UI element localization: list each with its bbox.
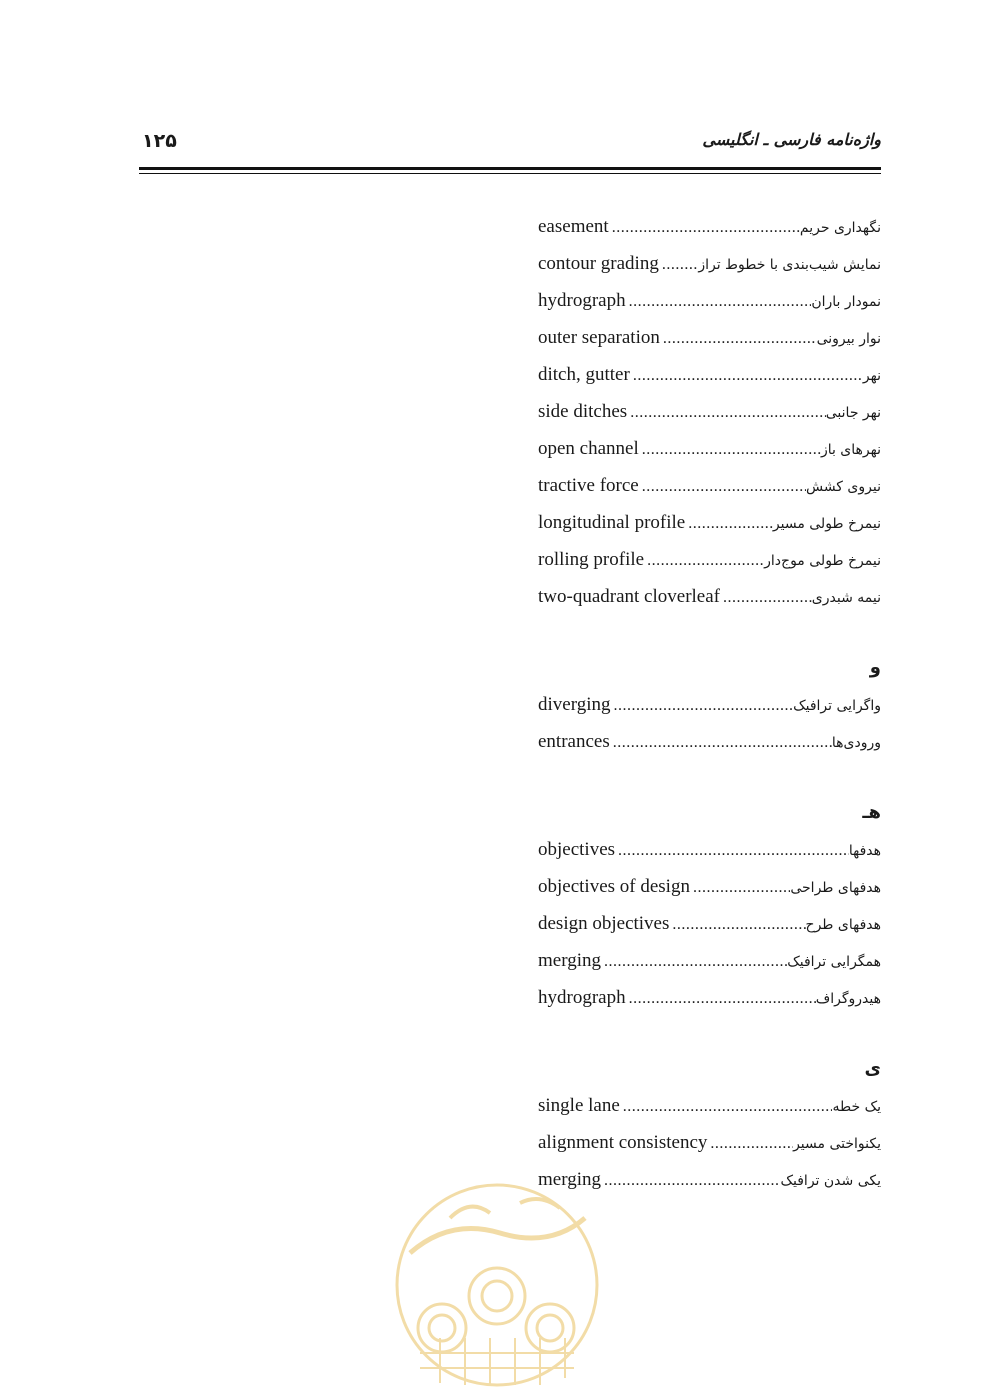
persian-term: ورودی‌ها bbox=[831, 735, 881, 751]
persian-term: یک خطه bbox=[832, 1099, 881, 1115]
dot-leader bbox=[639, 431, 821, 468]
dot-leader bbox=[626, 980, 816, 1017]
glossary-entry bbox=[538, 1124, 881, 1161]
glossary-entry bbox=[538, 504, 881, 541]
persian-term: نوار بیرونی bbox=[816, 331, 881, 347]
persian-term: یکنواختی مسیر bbox=[793, 1136, 881, 1152]
glossary-entry bbox=[538, 1087, 881, 1124]
glossary-section bbox=[538, 1050, 881, 1198]
english-term: outer separation bbox=[538, 327, 660, 348]
glossary-entry bbox=[538, 245, 881, 282]
glossary-entry bbox=[538, 578, 881, 615]
english-term: longitudinal profile bbox=[538, 512, 686, 533]
glossary-entry bbox=[538, 942, 881, 979]
dot-leader bbox=[615, 832, 849, 869]
glossary-entry bbox=[538, 393, 881, 430]
english-term: easement bbox=[538, 216, 609, 237]
glossary-entry bbox=[538, 208, 881, 245]
english-term: side ditches bbox=[538, 401, 628, 422]
persian-term: هدفهای طراحی bbox=[790, 880, 881, 896]
persian-term: همگرایی ترافیک bbox=[787, 954, 881, 970]
dot-leader bbox=[610, 724, 832, 761]
english-term: open channel bbox=[538, 438, 639, 459]
dot-leader bbox=[601, 943, 787, 980]
persian-term: هیدروگراف bbox=[815, 991, 881, 1007]
glossary-entry bbox=[538, 905, 881, 942]
dot-leader bbox=[630, 357, 863, 394]
persian-term: هدفها bbox=[848, 843, 881, 859]
dot-leader bbox=[690, 869, 790, 906]
english-term: objectives of design bbox=[538, 876, 690, 897]
english-term: entrances bbox=[538, 731, 610, 752]
page-header bbox=[139, 128, 881, 160]
persian-term: نمودار باران bbox=[811, 294, 881, 310]
persian-term: نهر جانبی bbox=[825, 405, 881, 421]
dot-leader bbox=[601, 1162, 781, 1199]
header-rule-thin bbox=[139, 173, 881, 174]
publisher-seal-icon bbox=[390, 1178, 604, 1392]
section-letter: ی bbox=[864, 1058, 881, 1079]
glossary-entry bbox=[538, 686, 881, 723]
english-term: tractive force bbox=[538, 475, 639, 496]
glossary-entry bbox=[538, 723, 881, 760]
glossary-entry bbox=[538, 282, 881, 319]
glossary-entry bbox=[538, 467, 881, 504]
header-rule-thick bbox=[139, 167, 881, 170]
english-term: hydrograph bbox=[538, 290, 626, 311]
persian-term: نهر bbox=[862, 368, 881, 384]
english-term: rolling profile bbox=[538, 549, 645, 570]
dot-leader bbox=[644, 542, 764, 579]
glossary bbox=[538, 208, 881, 1232]
glossary-entry bbox=[538, 430, 881, 467]
persian-term: نهرهای باز bbox=[820, 442, 881, 458]
glossary-entry bbox=[538, 831, 881, 868]
english-term: merging bbox=[538, 950, 601, 971]
persian-term: نیمه شبدری bbox=[811, 590, 881, 606]
glossary-section bbox=[538, 649, 881, 760]
section-letter: و bbox=[869, 657, 881, 678]
glossary-entry bbox=[538, 541, 881, 578]
glossary-section bbox=[538, 794, 881, 1016]
dot-leader bbox=[620, 1088, 833, 1125]
english-term: design objectives bbox=[538, 913, 670, 934]
dot-leader bbox=[609, 209, 800, 246]
page-number: ۱۲۵ bbox=[142, 130, 177, 152]
persian-term: یکی شدن ترافیک bbox=[780, 1173, 881, 1189]
persian-term: واگرایی ترافیک bbox=[793, 698, 881, 714]
english-term: alignment consistency bbox=[538, 1132, 708, 1153]
dot-leader bbox=[685, 505, 773, 542]
persian-term: نیروی کشش bbox=[805, 479, 881, 495]
persian-term: هدفهای طرح bbox=[805, 917, 881, 933]
persian-term: نمایش شیب‌بندی با خطوط تراز bbox=[698, 257, 881, 273]
dot-leader bbox=[627, 394, 826, 431]
dot-leader bbox=[707, 1125, 793, 1162]
dot-leader bbox=[610, 687, 793, 724]
glossary-section bbox=[538, 208, 881, 615]
persian-term: نیمرخ طولی موج‌دار bbox=[764, 553, 881, 569]
english-term: merging bbox=[538, 1169, 601, 1190]
english-term: single lane bbox=[538, 1095, 620, 1116]
english-term: ditch, gutter bbox=[538, 364, 630, 385]
english-term: two-quadrant cloverleaf bbox=[538, 586, 720, 607]
dot-leader bbox=[626, 283, 812, 320]
section-letter: هـ bbox=[862, 802, 881, 823]
english-term: objectives bbox=[538, 839, 616, 860]
dot-leader bbox=[720, 579, 812, 616]
english-term: contour grading bbox=[538, 253, 659, 274]
glossary-entry bbox=[538, 319, 881, 356]
english-term: diverging bbox=[538, 694, 611, 715]
dot-leader bbox=[659, 246, 698, 283]
glossary-entry bbox=[538, 356, 881, 393]
persian-term: نگهداری حریم bbox=[799, 220, 881, 236]
running-title: واژه‌نامه فارسی ـ انگلیسی bbox=[702, 130, 881, 149]
dot-leader bbox=[639, 468, 806, 505]
glossary-entry bbox=[538, 868, 881, 905]
persian-term: نیمرخ طولی مسیر bbox=[772, 516, 881, 532]
glossary-entry bbox=[538, 979, 881, 1016]
dot-leader bbox=[669, 906, 805, 943]
dot-leader bbox=[660, 320, 817, 357]
english-term: hydrograph bbox=[538, 987, 626, 1008]
